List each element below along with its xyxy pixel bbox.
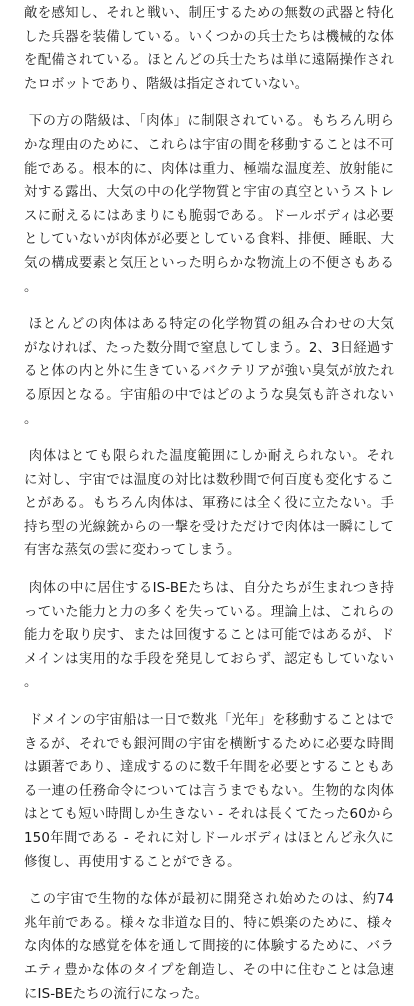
paragraph-5: 肉体の中に居住するIS-BEたちは、自分たちが生まれつき持っていた能力と力の多くを失っている。理論上は、これらの能力を取り戻す、または回復することは可能ではあるが、ドメインは実用的な手段を発見しておらず、認定もしていない。 xyxy=(24,581,394,691)
paragraph-1: 敵を感知し、それと戦い、制圧するための無数の武器と特化した兵器を装備している。いくつかの兵士たちは機械的な体を配備されている。ほとんどの兵士たちは単に遠隔操作されたロボットであり、階級は指定されていない。 xyxy=(24,6,394,92)
paragraph-7: この宇宙で生物的な体が最初に開発され始めたのは、約74兆年前である。様々な非道な目的、特に娯楽のために、様々な肉体的な感覚を体を通して間接的に体験するために、バラエティ豊かな体のタイプを創造し、その中に住むことは急速にIS-BEたちの流行になった。 xyxy=(24,892,394,1002)
paragraph-6: ドメインの宇宙船は一日で数兆「光年」を移動することはできるが、それでも銀河間の宇宙を横断するために必要な時間は顕著であり、達成するのに数千年間を必要とすることもある一連の任務命令については言うまでもない。生物的な肉体はとても短い時間しか生きない - それは長くてたった60から150年間である - それに対しドールボディはほとんど永久に修復し、再使用することができる。 xyxy=(24,713,394,870)
paragraph-4: 肉体はとても限られた温度範囲にしか耐えられない。それに対し、宇宙では温度の対比は数秒間で何百度も変化することがある。もちろん肉体は、軍務には全く役に立たない。手持ち型の光線銃からの一撃を受けただけで肉体は一瞬にして有害な蒸気の雲に変わってしまう。 xyxy=(24,449,394,559)
paragraph-2: 下の方の階級は、「肉体」に制限されている。もちろん明らかな理由のために、これらは宇宙の間を移動することは不可能である。根本的に、肉体は重力、極端な温度差、放射能に対する露出、大気の中の化学物質と宇宙の真空というストレスに耐えるにはあまりにも脆弱である。ドールボディは必要としていないが肉体が必要としている食料、排便、睡眠、大気の構成要素と気圧といった明らかな物流上の不便さもある。 xyxy=(24,114,394,295)
paragraph-3: ほとんどの肉体はある特定の化学物質の組み合わせの大気がなければ、たった数分間で窒息してしまう。2、3日経過すると体の内と外に生きているバクテリアが強い臭気が放たれる原因となる。宇宙船の中ではどのような臭気も許されない。 xyxy=(24,317,394,427)
